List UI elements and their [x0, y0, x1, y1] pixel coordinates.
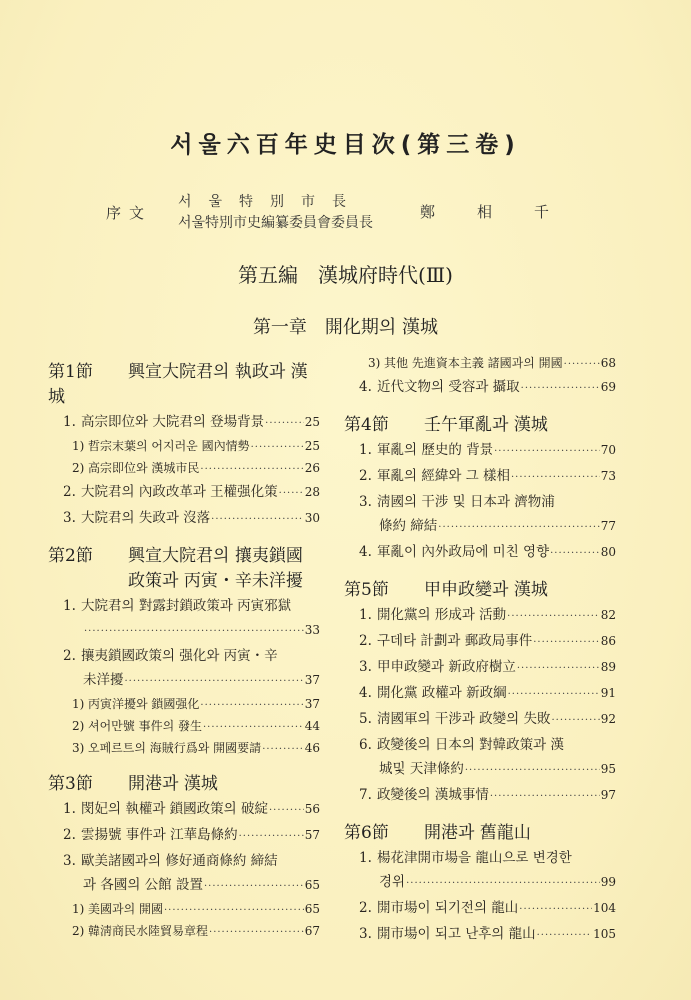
toc-page-number: 73 — [600, 469, 616, 483]
toc-entry[interactable] — [48, 506, 320, 532]
dot-leader — [209, 922, 304, 943]
dot-leader — [269, 799, 304, 823]
toc-entry[interactable] — [344, 896, 616, 922]
toc-entry-line — [361, 438, 616, 464]
toc-entry-text: 政變後의 漢城事情 — [377, 787, 489, 803]
section-title: 甲申政變과 漢城 — [424, 580, 548, 600]
toc-page-number: 105 — [593, 927, 616, 941]
toc-entry-line — [65, 594, 320, 618]
toc-entry-number: 3. — [359, 494, 372, 510]
toc-entry-line — [74, 458, 320, 480]
section-number: 第1節 — [48, 362, 93, 382]
dot-leader — [251, 437, 304, 458]
section-title: 興宣大院君의 執政과 漢城 — [48, 362, 308, 407]
toc-entry[interactable] — [344, 603, 616, 629]
toc-entry-line — [74, 921, 320, 943]
toc-entry-number: 1) — [72, 902, 85, 916]
toc-entry[interactable] — [48, 849, 320, 899]
toc-page-number: 25 — [304, 415, 320, 429]
toc-page-number: 95 — [600, 762, 616, 776]
toc-entry-number: 7. — [359, 787, 372, 803]
toc-entry-line — [65, 668, 320, 694]
toc-page-number: 89 — [600, 660, 616, 674]
section-number: 第4節 — [344, 415, 389, 435]
toc-entry-number: 3. — [63, 853, 76, 869]
dot-leader — [521, 377, 600, 401]
toc-page-number: 65 — [304, 878, 320, 892]
dot-leader — [203, 717, 304, 738]
toc-entry-text: 경위 — [379, 874, 406, 890]
toc-page-number: 104 — [593, 901, 616, 915]
toc-entry-text: 甲申政變과 新政府樹立 — [377, 659, 516, 675]
toc-entry[interactable] — [344, 655, 616, 681]
toc-entry-line — [65, 797, 320, 823]
dot-leader — [211, 508, 304, 532]
toc-entry-line — [361, 375, 616, 401]
section-title-continued: 政策과 丙寅・辛未洋擾 — [128, 571, 303, 591]
toc-entry-line — [74, 899, 320, 921]
section-spacer — [344, 566, 616, 578]
toc-entry-text: 大院君의 內政改革과 王權强化策 — [81, 484, 278, 500]
toc-entry[interactable] — [48, 716, 320, 738]
toc-entry-text: 淸國의 干涉 및 日本과 濟物浦 — [377, 494, 555, 510]
toc-entry-line — [361, 540, 616, 566]
toc-page-number: 28 — [304, 485, 320, 499]
toc-entry[interactable] — [344, 464, 616, 490]
dot-leader — [406, 872, 600, 896]
toc-entry-text: 其他 先進資本主義 諸國과의 開國 — [384, 356, 563, 370]
dot-leader — [262, 739, 304, 760]
toc-entry-number: 3. — [359, 926, 372, 942]
dot-leader — [552, 709, 600, 733]
toc-entry-text: 오페르트의 海賊行爲와 開國要請 — [88, 741, 262, 755]
toc-entry-number: 1. — [359, 442, 372, 458]
toc-entry-number: 1) — [72, 439, 85, 453]
toc-page-number: 68 — [600, 356, 616, 370]
toc-entry[interactable] — [344, 707, 616, 733]
toc-entry-number: 2. — [359, 468, 372, 484]
toc-entry[interactable] — [344, 733, 616, 783]
toc-page-number: 46 — [304, 741, 320, 755]
toc-page-number: 97 — [600, 788, 616, 802]
toc-entry-line — [65, 823, 320, 849]
section-heading-line — [48, 772, 320, 797]
toc-page-number: 44 — [304, 719, 320, 733]
section-title: 壬午軍亂과 漢城 — [424, 415, 548, 435]
section-heading-line — [48, 544, 320, 569]
toc-page-number: 67 — [304, 924, 320, 938]
toc-page-number: 25 — [304, 439, 320, 453]
toc-entry[interactable] — [48, 738, 320, 760]
toc-entry-number: 3. — [63, 510, 76, 526]
toc-entry[interactable] — [48, 644, 320, 694]
toc-entry[interactable] — [48, 797, 320, 823]
toc-entry-number: 4. — [359, 544, 372, 560]
toc-entry-text: 雲揚號 事件과 江華島條約 — [81, 827, 238, 843]
toc-entry-text: 未洋擾 — [83, 672, 124, 688]
toc-entry[interactable] — [344, 783, 616, 809]
toc-entry-number: 1. — [63, 414, 76, 430]
toc-entry-number: 4. — [359, 379, 372, 395]
toc-entry-text: 軍亂의 經緯와 그 樣相 — [377, 468, 510, 484]
toc-right-column — [344, 353, 616, 948]
section-heading-line — [344, 413, 616, 438]
toc-entry-line — [65, 410, 320, 436]
toc-entry-line — [65, 849, 320, 873]
toc-entry-number: 2. — [359, 633, 372, 649]
toc-page-number: 99 — [600, 875, 616, 889]
dot-leader — [465, 759, 600, 783]
section-heading-line — [48, 360, 320, 410]
section-number: 第6節 — [344, 823, 389, 843]
toc-entry-line — [361, 681, 616, 707]
section-heading[interactable] — [48, 772, 320, 797]
dot-leader — [550, 542, 600, 566]
document-title: 서울六百年史目次(第三卷) — [170, 132, 521, 158]
toc-page-number: 80 — [600, 545, 616, 559]
section-spacer — [344, 809, 616, 821]
toc-entry-text: 開化黨 政權과 新政綱 — [377, 685, 507, 701]
toc-entry-number: 6. — [359, 737, 372, 753]
toc-entry[interactable] — [344, 681, 616, 707]
toc-page-number: 33 — [304, 623, 320, 637]
toc-entry-text: 開市場이 되기전의 龍山 — [377, 900, 519, 916]
toc-entry-text: 丙寅洋擾와 鎖國强化 — [88, 697, 200, 711]
toc-entry-number: 2) — [72, 461, 85, 475]
section-number: 第3節 — [48, 774, 93, 794]
toc-entry-number: 2) — [72, 924, 85, 938]
toc-entry-number: 1) — [72, 697, 85, 711]
dot-leader — [200, 459, 303, 480]
toc-page-number: 82 — [600, 608, 616, 622]
section-heading[interactable] — [48, 360, 320, 410]
toc-entry-line — [361, 922, 616, 948]
section-heading-line — [344, 578, 616, 603]
toc-entry[interactable] — [344, 540, 616, 566]
dot-leader — [533, 631, 599, 655]
toc-page-number: 30 — [304, 511, 320, 525]
dot-leader — [204, 875, 304, 899]
toc-entry-line — [74, 436, 320, 458]
section-heading-line — [344, 821, 616, 846]
toc-entry-text: 구데타 計劃과 郵政局事件 — [377, 633, 533, 649]
toc-entry-text: 셔어만號 事件의 發生 — [88, 719, 202, 733]
dot-leader — [239, 825, 304, 849]
toc-page-number: 92 — [600, 712, 616, 726]
toc-entry[interactable] — [48, 823, 320, 849]
toc-entry[interactable] — [48, 436, 320, 458]
section-number: 第5節 — [344, 580, 389, 600]
toc-entry-line — [361, 655, 616, 681]
section-heading[interactable] — [344, 413, 616, 438]
dot-leader — [508, 683, 600, 707]
toc-entry-text: 韓淸商民水陸貿易章程 — [88, 924, 209, 938]
section-title: 開港과 舊龍山 — [424, 823, 531, 843]
toc-entry-line — [65, 644, 320, 668]
toc-entry[interactable] — [48, 458, 320, 480]
toc-page-number: 37 — [304, 673, 320, 687]
toc-page-number: 65 — [304, 902, 320, 916]
toc-page-number: 91 — [600, 686, 616, 700]
toc-entry[interactable] — [48, 921, 320, 943]
dot-leader — [537, 924, 592, 948]
toc-entry-text: 高宗即位와 漢城市民 — [88, 461, 200, 475]
toc-entry-line — [74, 716, 320, 738]
toc-entry[interactable] — [48, 410, 320, 436]
section-heading[interactable] — [344, 578, 616, 603]
toc-entry[interactable] — [344, 629, 616, 655]
toc-entry-line — [361, 464, 616, 490]
toc-entry[interactable] — [48, 899, 320, 921]
dot-leader — [517, 657, 600, 681]
toc-entry-text: 攘夷鎖國政策의 强化와 丙寅・辛 — [81, 648, 278, 664]
toc-entry-number: 2. — [63, 484, 76, 500]
toc-entry-text: 歐美諸國과의 修好通商條約 締結 — [81, 853, 278, 869]
toc-entry-line — [65, 506, 320, 532]
toc-entry-line — [65, 873, 320, 899]
toc-page-number: 86 — [600, 634, 616, 648]
part-title: 第五編 漢城府時代(Ⅲ) — [238, 263, 453, 287]
toc-entry-number: 2. — [359, 900, 372, 916]
preface-label: 序文 — [106, 204, 153, 222]
toc-entry-text: 楊花津開市場을 龍山으로 변경한 — [377, 850, 572, 866]
toc-entry-line — [361, 629, 616, 655]
dot-leader — [564, 354, 600, 375]
toc-entry[interactable] — [344, 353, 616, 375]
dot-leader — [490, 785, 600, 809]
toc-entry-text: 大院君의 失政과 沒落 — [81, 510, 211, 526]
toc-page-number: 37 — [304, 697, 320, 711]
dot-leader — [494, 440, 600, 464]
toc-entry-text: 軍亂의 歷史的 背景 — [377, 442, 494, 458]
toc-entry[interactable] — [48, 480, 320, 506]
toc-entry-number: 2. — [63, 827, 76, 843]
toc-entry-text: 閔妃의 執權과 鎖國政策의 破綻 — [81, 801, 268, 817]
toc-entry[interactable] — [344, 922, 616, 948]
dot-leader — [507, 605, 600, 629]
toc-entry-line — [74, 694, 320, 716]
dot-leader — [511, 466, 600, 490]
toc-entry-line — [361, 733, 616, 757]
toc-entry-number: 4. — [359, 685, 372, 701]
dot-leader — [125, 670, 304, 694]
toc-entry-line — [361, 846, 616, 870]
toc-page-number: 26 — [304, 461, 320, 475]
section-title: 興宣大院君의 攘夷鎖國 — [128, 546, 303, 566]
toc-entry-line — [74, 738, 320, 760]
toc-entry-number: 5. — [359, 711, 372, 727]
toc-entry-number: 2) — [72, 719, 85, 733]
dot-leader — [200, 695, 303, 716]
toc-entry-number: 1. — [63, 801, 76, 817]
toc-entry-line — [361, 514, 616, 540]
toc-entry-line — [361, 896, 616, 922]
toc-page-number: 77 — [600, 519, 616, 533]
dot-leader — [279, 482, 304, 506]
toc-entry-line — [361, 707, 616, 733]
toc-entry-text: 開市場이 되고 난후의 龍山 — [377, 926, 536, 942]
preface-author-name: 鄭相千 — [420, 203, 592, 221]
toc-left-column — [48, 360, 320, 943]
section-spacer — [48, 760, 320, 772]
toc-entry-text: 城및 天津條約 — [379, 761, 464, 777]
toc-entry-text: 大院君의 對露封鎖政策과 丙寅邪獄 — [81, 598, 292, 614]
toc-entry-text: 政變後의 日本의 對韓政策과 漢 — [377, 737, 564, 753]
toc-entry-number: 1. — [359, 850, 372, 866]
toc-entry[interactable] — [344, 438, 616, 464]
toc-entry[interactable] — [48, 694, 320, 716]
toc-page-number: 70 — [600, 443, 616, 457]
toc-entry-line — [361, 757, 616, 783]
dot-leader — [164, 900, 304, 921]
toc-entry-number: 2. — [63, 648, 76, 664]
section-number: 第2節 — [48, 546, 93, 566]
preface-author-role-2: 서울特別市史編纂委員會委員長 — [178, 215, 374, 231]
toc-entry-number: 3) — [368, 356, 381, 370]
dot-leader — [84, 620, 304, 644]
toc-entry-number: 3) — [72, 741, 85, 755]
section-spacer — [48, 532, 320, 544]
toc-entry[interactable] — [48, 594, 320, 644]
toc-entry-text: 高宗即位와 大院君의 登場背景 — [81, 414, 265, 430]
toc-entry-text: 近代文物의 受容과 攝取 — [377, 379, 520, 395]
toc-entry[interactable] — [344, 846, 616, 896]
toc-entry-text: 美國과의 開國 — [88, 902, 163, 916]
dot-leader — [519, 898, 592, 922]
toc-page-number: 69 — [600, 380, 616, 394]
toc-entry-line — [65, 480, 320, 506]
dot-leader — [438, 516, 599, 540]
chapter-title: 第一章 開化期의 漢城 — [252, 317, 439, 338]
toc-entry-line — [370, 353, 616, 375]
toc-page-number: 56 — [304, 802, 320, 816]
toc-entry-number: 3. — [359, 659, 372, 675]
preface-author-role-1: 서울特別市長 — [178, 194, 364, 210]
dot-leader — [265, 412, 304, 436]
toc-entry-text: 淸國軍의 干涉과 政變의 失敗 — [377, 711, 551, 727]
toc-entry-text: 軍亂이 內外政局에 미친 영향 — [377, 544, 550, 560]
toc-entry-line — [65, 618, 320, 644]
toc-entry-line — [361, 603, 616, 629]
toc-entry-text: 哲宗末葉의 어지러운 國內情勢 — [88, 439, 250, 453]
toc-entry-text: 條約 締結 — [379, 518, 438, 534]
section-heading[interactable] — [48, 544, 320, 594]
section-spacer — [344, 401, 616, 413]
toc-page-number: 57 — [304, 828, 320, 842]
section-title: 開港과 漢城 — [128, 774, 218, 794]
section-heading[interactable] — [344, 821, 616, 846]
toc-entry-number: 1. — [359, 607, 372, 623]
toc-entry-line — [361, 783, 616, 809]
toc-entry-number: 1. — [63, 598, 76, 614]
toc-entry-line — [361, 870, 616, 896]
toc-entry-text: 과 各國의 公館 設置 — [83, 877, 203, 893]
toc-entry[interactable] — [344, 490, 616, 540]
toc-entry-line — [361, 490, 616, 514]
toc-entry[interactable] — [344, 375, 616, 401]
toc-entry-text: 開化黨의 形成과 活動 — [377, 607, 507, 623]
